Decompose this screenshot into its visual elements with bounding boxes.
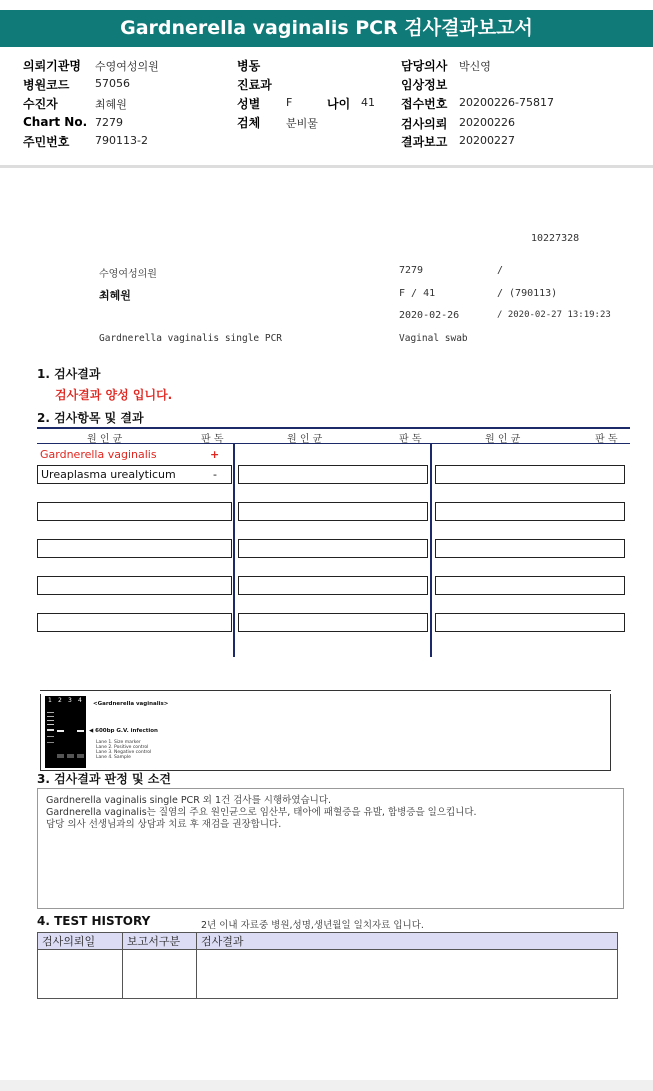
gel-band — [77, 730, 84, 732]
history-cell — [197, 950, 618, 999]
header-value-receipt-number: 20200226-75817 — [459, 96, 554, 109]
header-value-hospital-code: 57056 — [95, 77, 130, 90]
header-value-age: 41 — [361, 96, 375, 109]
header-label-age: 나이 — [327, 97, 351, 111]
document-clinic: 수영여성의원 — [99, 269, 157, 280]
empty-result-row — [435, 539, 625, 558]
finding-line: Gardnerella vaginalis는 질염의 주요 원인균으로 임산부, 태아에 패혈증을 유발, 합병증을 일으킵니다. — [46, 807, 477, 818]
result-summary: 검사결과 양성 입니다. — [55, 388, 173, 402]
history-cell — [38, 950, 123, 999]
gel-band — [47, 720, 54, 721]
header-label-institution: 의뢰기관명 — [23, 59, 81, 73]
column-header-judgement: 판 독 — [595, 434, 618, 445]
empty-result-row — [37, 576, 232, 595]
document-test-name: Gardnerella vaginalis single PCR — [99, 333, 283, 344]
gel-band — [47, 724, 54, 725]
section2-title: 2. 검사항목 및 결과 — [37, 411, 144, 425]
document-slash: / — [497, 265, 504, 276]
header-value-chart: 7279 — [95, 116, 123, 129]
document-dob: / (790113) — [497, 288, 558, 299]
header-label-receipt-number: 접수번호 — [401, 97, 448, 111]
header-label-clinical-info: 임상정보 — [401, 78, 448, 92]
result-row — [37, 446, 230, 464]
table-header-rule — [37, 443, 630, 444]
history-row — [38, 950, 618, 999]
pathogen-name: Ureaplasma urealyticum — [41, 468, 176, 481]
header-label-patient: 수진자 — [23, 97, 58, 111]
empty-result-row — [238, 502, 428, 521]
header-value-request-date: 20200226 — [459, 116, 515, 129]
gel-band — [47, 712, 54, 713]
header-value-specimen: 분비물 — [286, 117, 318, 130]
section3-title: 3. 검사결과 판정 및 소견 — [37, 772, 171, 786]
gel-panel — [40, 694, 611, 771]
column-header-judgement: 판 독 — [201, 434, 224, 445]
pathogen-result: - — [213, 468, 217, 481]
gel-legend-item: Lane 2. Positive control — [96, 745, 149, 750]
empty-result-row — [238, 539, 428, 558]
gel-band — [77, 754, 84, 758]
header-label-doctor: 담당의사 — [401, 59, 448, 73]
header-label-department: 진료과 — [237, 78, 272, 92]
header-value-sex: F — [286, 96, 293, 109]
pathogen-result: + — [210, 448, 220, 461]
gel-band — [57, 730, 64, 732]
empty-result-row — [435, 465, 625, 484]
gel-title: <Gardnerella vaginalis> — [93, 701, 169, 707]
history-col-request-date: 검사의뢰일 — [38, 933, 123, 950]
empty-result-row — [238, 465, 428, 484]
empty-result-row — [37, 502, 232, 521]
gel-band — [47, 716, 54, 717]
document-receipt-date: 2020-02-26 — [399, 310, 460, 321]
history-note: 2년 이내 자료중 병원,성명,생년월일 일치자료 입니다. — [201, 920, 424, 931]
empty-result-row — [37, 613, 232, 632]
column-header-pathogen: 원 인 균 — [287, 434, 323, 445]
footer-strip — [0, 1080, 653, 1091]
document-id: 10227328 — [531, 233, 580, 244]
gel-band — [47, 729, 54, 731]
history-col-result: 검사결과 — [197, 933, 618, 950]
finding-line: Gardnerella vaginalis single PCR 외 1건 검사를 시행하였습니다. — [46, 795, 332, 806]
gel-band — [57, 754, 64, 758]
history-table — [37, 932, 618, 999]
header-label-specimen: 검체 — [237, 116, 261, 130]
header-label-report-date: 결과보고 — [401, 135, 448, 149]
header-label-sex: 성별 — [237, 97, 261, 111]
header-value-resident-number: 790113-2 — [95, 134, 148, 147]
gel-image — [45, 696, 86, 768]
gel-top-rule — [40, 690, 611, 691]
gel-band — [67, 754, 74, 758]
gel-legend-item: Lane 1. Size marker — [96, 740, 141, 745]
column-divider — [233, 444, 235, 657]
header-divider — [0, 165, 653, 168]
gel-lane-label: 4 — [78, 697, 82, 704]
empty-result-row — [435, 502, 625, 521]
gel-legend-item: Lane 4. Sample — [96, 755, 131, 760]
empty-result-row — [435, 613, 625, 632]
document-specimen: Vaginal swab — [399, 333, 468, 344]
findings-box — [37, 788, 624, 909]
gel-lane-label: 1 — [48, 697, 52, 704]
column-header-judgement: 판 독 — [399, 434, 422, 445]
finding-line: 담당 의사 선생님과의 상담과 치료 후 재검을 권장합니다. — [46, 819, 282, 830]
history-cell — [123, 950, 197, 999]
header-value-patient: 최혜원 — [95, 98, 127, 111]
column-divider — [430, 444, 432, 657]
header-value-institution: 수영여성의원 — [95, 60, 159, 73]
header-label-request-date: 검사의뢰 — [401, 117, 448, 131]
pathogen-name: Gardnerella vaginalis — [40, 448, 157, 461]
column-header-pathogen: 원 인 균 — [87, 434, 123, 445]
document-patient: 최혜원 — [99, 289, 131, 302]
gel-lane-label: 3 — [68, 697, 72, 704]
empty-result-row — [37, 539, 232, 558]
header-value-report-date: 20200227 — [459, 134, 515, 147]
report-title: Gardnerella vaginalis PCR 검사결과보고서 — [0, 10, 653, 47]
header-label-chart: Chart No. — [23, 115, 88, 129]
history-col-report-type: 보고서구분 — [123, 933, 197, 950]
empty-result-row — [435, 576, 625, 595]
document-report-datetime: / 2020-02-27 13:19:23 — [497, 310, 611, 320]
header-label-resident-number: 주민번호 — [23, 135, 70, 149]
table-top-rule — [37, 427, 630, 429]
gel-band — [47, 742, 54, 743]
header-label-ward: 병동 — [237, 59, 261, 73]
gel-lane-label: 2 — [58, 697, 62, 704]
header-label-hospital-code: 병원코드 — [23, 78, 70, 92]
column-header-pathogen: 원 인 균 — [485, 434, 521, 445]
empty-result-row — [238, 613, 428, 632]
document-sex-age: F / 41 — [399, 288, 436, 299]
section1-title: 1. 검사결과 — [37, 367, 101, 381]
gel-band-label: ◀ 600bp G.V. infection — [89, 728, 158, 734]
gel-legend-item: Lane 3. Negative control — [96, 750, 152, 755]
empty-result-row — [238, 576, 428, 595]
header-value-doctor: 박신영 — [459, 60, 491, 73]
result-row — [37, 465, 232, 484]
gel-band — [47, 736, 54, 737]
document-chart: 7279 — [399, 265, 424, 276]
section4-title: 4. TEST HISTORY — [37, 914, 151, 928]
